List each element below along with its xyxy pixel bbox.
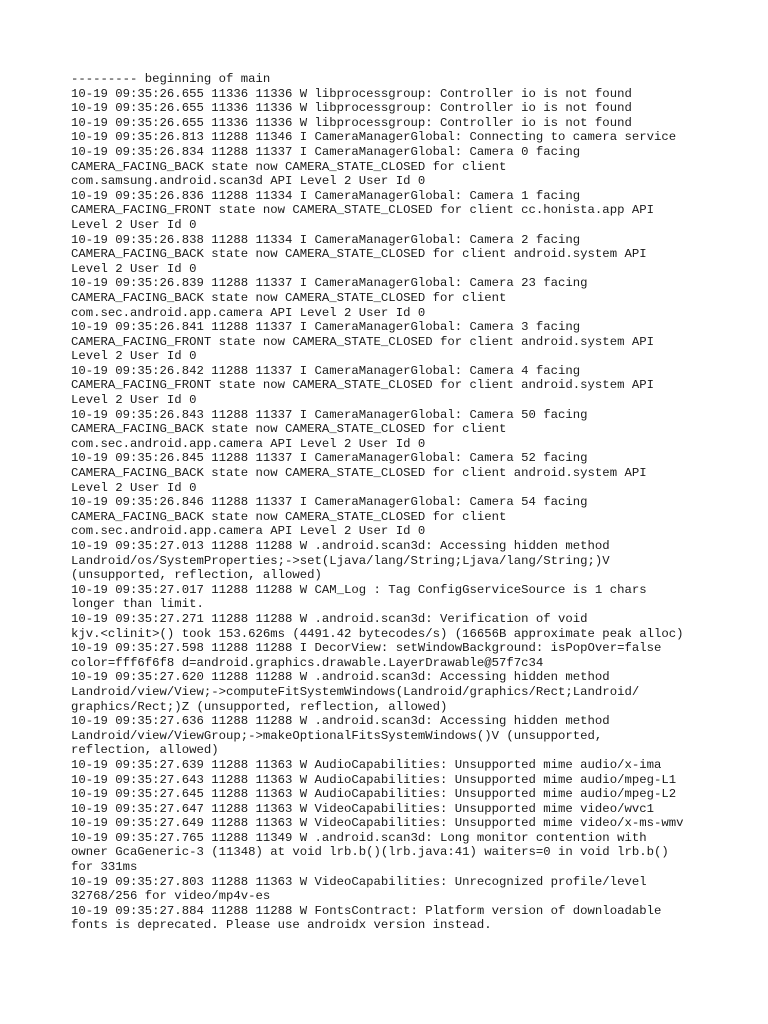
log-line: 10-19 09:35:27.271 11288 11288 W .android.scan3d: Verification of void bbox=[71, 611, 588, 626]
log-line: com.sec.android.app.camera API Level 2 User Id 0 bbox=[71, 524, 426, 539]
log-line: 10-19 09:35:27.636 11288 11288 W .android.scan3d: Accessing hidden method bbox=[71, 714, 610, 729]
log-line: 10-19 09:35:26.845 11288 11337 I CameraManagerGlobal: Camera 52 facing bbox=[71, 451, 588, 466]
log-line: 10-19 09:35:26.834 11288 11337 I CameraManagerGlobal: Camera 0 facing bbox=[71, 144, 581, 159]
log-line: graphics/Rect;)Z (unsupported, reflection, allowed) bbox=[71, 699, 448, 714]
log-line: 10-19 09:35:27.645 11288 11363 W AudioCapabilities: Unsupported mime audio/mpeg-L2 bbox=[71, 787, 677, 802]
log-line: CAMERA_FACING_FRONT state now CAMERA_STATE_CLOSED for client cc.honista.app API bbox=[71, 203, 654, 218]
log-line: 10-19 09:35:27.598 11288 11288 I DecorView: setWindowBackground: isPopOver=false bbox=[71, 641, 662, 656]
log-line: 10-19 09:35:27.765 11288 11349 W .android.scan3d: Long monitor contention with bbox=[71, 830, 647, 845]
log-line: CAMERA_FACING_BACK state now CAMERA_STATE_CLOSED for client bbox=[71, 509, 507, 524]
log-line: longer than limit. bbox=[71, 597, 204, 612]
log-line: Landroid/os/SystemProperties;->set(Ljava/lang/String;Ljava/lang/String;)V bbox=[71, 553, 610, 568]
log-line: kjv.<clinit>() took 153.626ms (4491.42 bytecodes/s) (16656B approximate peak alloc) bbox=[71, 626, 684, 641]
log-line: 10-19 09:35:26.655 11336 11336 W libprocessgroup: Controller io is not found bbox=[71, 101, 632, 116]
log-line: owner GcaGeneric-3 (11348) at void lrb.b()(lrb.java:41) waiters=0 in void lrb.b() bbox=[71, 845, 669, 860]
log-line: Landroid/view/View;->computeFitSystemWindows(Landroid/graphics/Rect;Landroid/ bbox=[71, 684, 640, 699]
log-line: Level 2 User Id 0 bbox=[71, 393, 197, 408]
log-line: CAMERA_FACING_BACK state now CAMERA_STATE_CLOSED for client bbox=[71, 422, 507, 437]
log-line: 10-19 09:35:26.836 11288 11334 I CameraManagerGlobal: Camera 1 facing bbox=[71, 188, 581, 203]
log-line: 10-19 09:35:27.884 11288 11288 W FontsContract: Platform version of downloadable bbox=[71, 903, 662, 918]
logcat-text-block bbox=[71, 72, 711, 933]
log-line: 10-19 09:35:26.841 11288 11337 I CameraManagerGlobal: Camera 3 facing bbox=[71, 320, 581, 335]
log-line: 10-19 09:35:26.846 11288 11337 I CameraManagerGlobal: Camera 54 facing bbox=[71, 495, 588, 510]
log-line: 10-19 09:35:27.620 11288 11288 W .android.scan3d: Accessing hidden method bbox=[71, 670, 610, 685]
log-line: 10-19 09:35:26.839 11288 11337 I CameraManagerGlobal: Camera 23 facing bbox=[71, 276, 588, 291]
log-line: com.samsung.android.scan3d API Level 2 User Id 0 bbox=[71, 174, 426, 189]
log-line: CAMERA_FACING_BACK state now CAMERA_STATE_CLOSED for client bbox=[71, 290, 507, 305]
log-line: Landroid/view/ViewGroup;->makeOptionalFitsSystemWindows()V (unsupported, bbox=[71, 728, 603, 743]
log-line: CAMERA_FACING_BACK state now CAMERA_STATE_CLOSED for client bbox=[71, 159, 507, 174]
log-line: 10-19 09:35:26.655 11336 11336 W libprocessgroup: Controller io is not found bbox=[71, 86, 632, 101]
log-line: 10-19 09:35:27.639 11288 11363 W AudioCapabilities: Unsupported mime audio/x-ima bbox=[71, 757, 662, 772]
log-line: 10-19 09:35:26.813 11288 11346 I CameraManagerGlobal: Connecting to camera service bbox=[71, 130, 677, 145]
log-line: CAMERA_FACING_BACK state now CAMERA_STATE_CLOSED for client android.system API bbox=[71, 247, 647, 262]
log-line: 10-19 09:35:26.842 11288 11337 I CameraManagerGlobal: Camera 4 facing bbox=[71, 363, 581, 378]
log-line: 10-19 09:35:27.013 11288 11288 W .android.scan3d: Accessing hidden method bbox=[71, 539, 610, 553]
log-line: for 331ms bbox=[71, 860, 138, 875]
log-line: Level 2 User Id 0 bbox=[71, 217, 197, 232]
log-line: 32768/256 for video/mp4v-es bbox=[71, 889, 271, 904]
log-line: 10-19 09:35:27.803 11288 11363 W VideoCapabilities: Unrecognized profile/level bbox=[71, 874, 647, 889]
log-line: 10-19 09:35:27.643 11288 11363 W AudioCapabilities: Unsupported mime audio/mpeg-L1 bbox=[71, 772, 677, 787]
log-line: (unsupported, reflection, allowed) bbox=[71, 568, 322, 583]
log-line: 10-19 09:35:26.655 11336 11336 W libprocessgroup: Controller io is not found bbox=[71, 115, 632, 130]
log-line: CAMERA_FACING_FRONT state now CAMERA_STATE_CLOSED for client android.system API bbox=[71, 378, 654, 393]
log-line: CAMERA_FACING_FRONT state now CAMERA_STATE_CLOSED for client android.system API bbox=[71, 334, 654, 349]
log-line: --------- beginning of main bbox=[71, 72, 271, 86]
log-line: 10-19 09:35:26.843 11288 11337 I CameraManagerGlobal: Camera 50 facing bbox=[71, 407, 588, 422]
log-line: Level 2 User Id 0 bbox=[71, 261, 197, 276]
log-line: 10-19 09:35:26.838 11288 11334 I CameraManagerGlobal: Camera 2 facing bbox=[71, 232, 581, 247]
log-line: reflection, allowed) bbox=[71, 743, 219, 758]
log-line: color=fff6f6f8 d=android.graphics.drawable.LayerDrawable@57f7c34 bbox=[71, 655, 544, 670]
log-line: Level 2 User Id 0 bbox=[71, 349, 197, 364]
log-line: com.sec.android.app.camera API Level 2 User Id 0 bbox=[71, 436, 426, 451]
log-line: com.sec.android.app.camera API Level 2 User Id 0 bbox=[71, 305, 426, 320]
log-line: Level 2 User Id 0 bbox=[71, 480, 197, 495]
log-line: CAMERA_FACING_BACK state now CAMERA_STATE_CLOSED for client android.system API bbox=[71, 466, 647, 481]
log-line: 10-19 09:35:27.017 11288 11288 W CAM_Log : Tag ConfigGserviceSource is 1 chars bbox=[71, 582, 647, 597]
log-line: 10-19 09:35:27.649 11288 11363 W VideoCapabilities: Unsupported mime video/x-ms-wmv bbox=[71, 816, 684, 831]
log-line: fonts is deprecated. Please use androidx version instead. bbox=[71, 918, 492, 933]
log-line: 10-19 09:35:27.647 11288 11363 W VideoCapabilities: Unsupported mime video/wvc1 bbox=[71, 801, 654, 816]
